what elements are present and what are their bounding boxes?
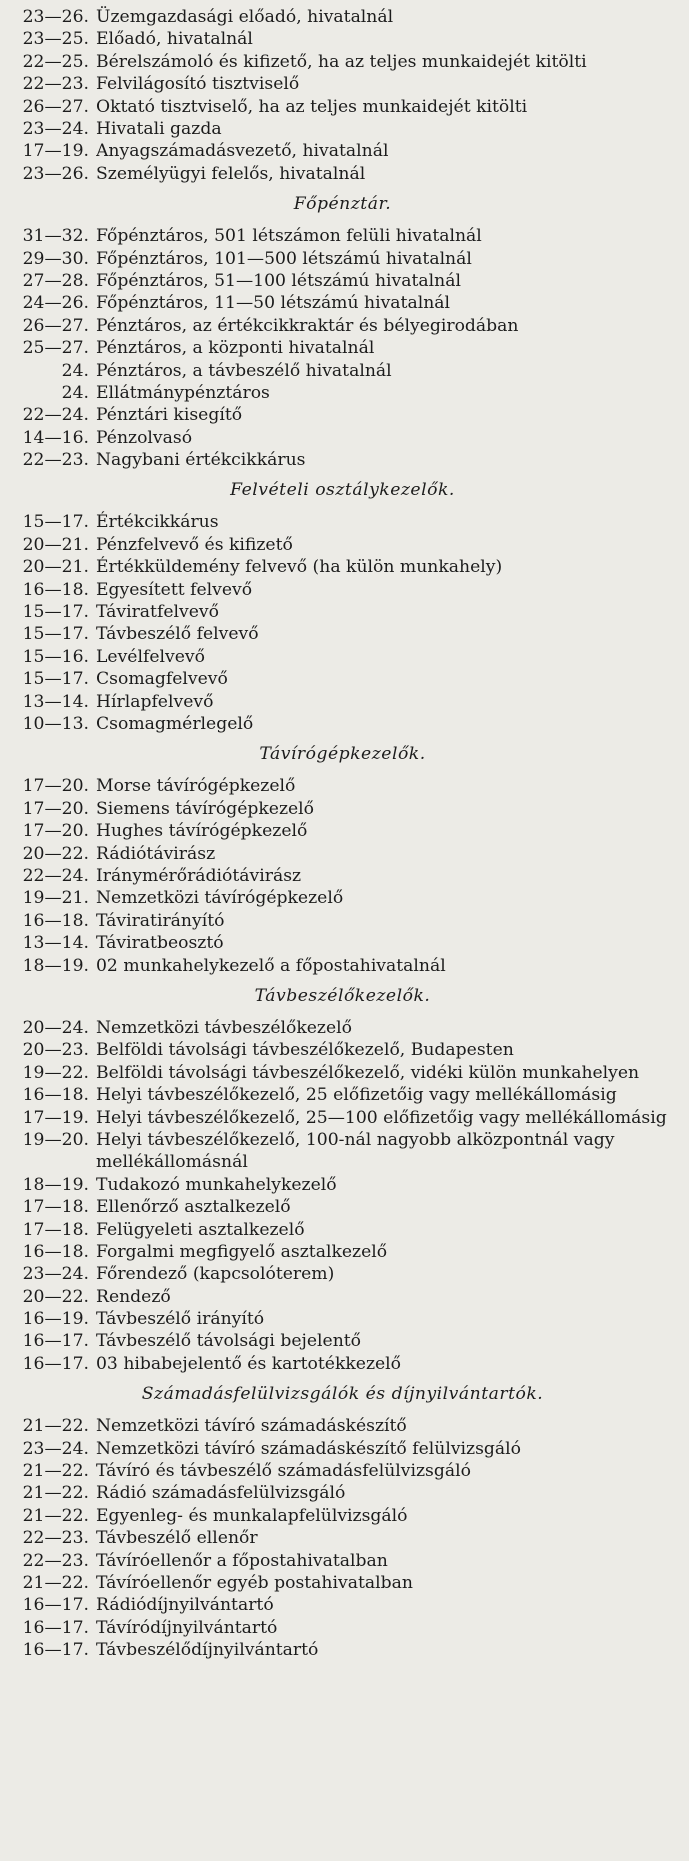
list-item bbox=[4, 910, 681, 932]
position-title: Felvilágosító tisztviselő bbox=[96, 74, 300, 95]
position-title: Ellátmánypénztáros bbox=[96, 382, 270, 403]
pay-grade-range: 16—17. bbox=[22, 1353, 89, 1374]
list-item bbox=[4, 1174, 681, 1196]
pay-grade-range: 22—24. bbox=[22, 405, 89, 426]
position-title: Pénzfelvevő és kifizető bbox=[96, 534, 293, 555]
list-item bbox=[4, 1286, 681, 1308]
position-title: Rádió számadásfelülvizsgáló bbox=[96, 1483, 346, 1504]
pay-grade-range: 18—19. bbox=[22, 955, 89, 976]
list-item bbox=[4, 713, 681, 735]
position-title: Távíróellenőr egyéb postahivatalban bbox=[96, 1572, 413, 1593]
section bbox=[4, 6, 681, 185]
section bbox=[4, 743, 681, 977]
list-item bbox=[4, 1219, 681, 1241]
pay-grade-range: 15—17. bbox=[22, 624, 89, 645]
list-item bbox=[4, 270, 681, 292]
position-title: Táviratfelvevő bbox=[96, 602, 219, 623]
list-item bbox=[4, 887, 681, 909]
pay-grade-range: 29—30. bbox=[22, 248, 89, 269]
pay-grade-range: 15—17. bbox=[22, 512, 89, 533]
position-title: Pénztári kisegítő bbox=[96, 405, 243, 426]
position-title: Csomagmérlegelő bbox=[96, 713, 254, 734]
position-title: Tudakozó munkahelykezelő bbox=[96, 1174, 337, 1195]
pay-grade-range: 22—23. bbox=[22, 1528, 89, 1549]
pay-grade-range: 25—27. bbox=[22, 338, 89, 359]
list-item bbox=[4, 118, 681, 140]
position-title: Rádiódíjnyilvántartó bbox=[96, 1595, 274, 1616]
pay-grade-range: 17—19. bbox=[22, 1107, 89, 1128]
pay-grade-range: 26—27. bbox=[22, 96, 89, 117]
list-item bbox=[4, 1039, 681, 1061]
pay-grade-range: 16—19. bbox=[22, 1309, 89, 1330]
position-title: Főpénztáros, 51—100 létszámú hivatalnál bbox=[96, 270, 461, 291]
position-title: Hivatali gazda bbox=[96, 118, 222, 139]
position-title: Helyi távbeszélőkezelő, 25 előfizetőig vagy mellékállomásig bbox=[96, 1085, 617, 1106]
position-title: Belföldi távolsági távbeszélőkezelő, Budapesten bbox=[96, 1040, 514, 1061]
list-item bbox=[4, 382, 681, 404]
list-item bbox=[4, 140, 681, 162]
list-item bbox=[4, 1438, 681, 1460]
pay-grade-range: 20—24. bbox=[22, 1017, 89, 1038]
position-title: Anyagszámadásvezető, hivatalnál bbox=[96, 141, 389, 162]
list-item bbox=[4, 932, 681, 954]
list-item bbox=[4, 798, 681, 820]
position-title: Távbeszélő irányító bbox=[96, 1309, 265, 1330]
pay-grade-range: 16—18. bbox=[22, 1085, 89, 1106]
list-item bbox=[4, 292, 681, 314]
list-item bbox=[4, 1460, 681, 1482]
pay-grade-range: 17—18. bbox=[22, 1197, 89, 1218]
list-item bbox=[4, 1594, 681, 1616]
position-title: Távbeszélődíjnyilvántartó bbox=[96, 1640, 319, 1661]
position-title: Morse távírógépkezelő bbox=[96, 776, 296, 797]
list-item bbox=[4, 691, 681, 713]
pay-grade-range: 21—22. bbox=[22, 1416, 89, 1437]
position-title: Pénzolvasó bbox=[96, 427, 193, 448]
pay-grade-range: 22—23. bbox=[22, 450, 89, 471]
pay-grade-range: 20—21. bbox=[22, 534, 89, 555]
pay-grade-range: 10—13. bbox=[22, 713, 89, 734]
position-title: Egyesített felvevő bbox=[96, 579, 253, 600]
pay-grade-range: 22—24. bbox=[22, 865, 89, 886]
list-item bbox=[4, 820, 681, 842]
position-title: Nagybani értékcikkárus bbox=[96, 450, 306, 471]
pay-grade-range: 16—18. bbox=[22, 910, 89, 931]
position-title: Távbeszélő felvevő bbox=[96, 624, 259, 645]
list-item bbox=[4, 955, 681, 977]
list-item bbox=[4, 1639, 681, 1661]
pay-grade-range: 19—22. bbox=[22, 1062, 89, 1083]
list-item bbox=[4, 843, 681, 865]
pay-grade-range: 27—28. bbox=[22, 270, 89, 291]
list-item bbox=[4, 28, 681, 50]
list-item bbox=[4, 51, 681, 73]
section-heading: Távírógépkezelők. bbox=[259, 744, 426, 765]
list-item bbox=[4, 556, 681, 578]
position-title: Főpénztáros, 101—500 létszámú hivatalnál bbox=[96, 248, 472, 269]
list-item bbox=[4, 534, 681, 556]
pay-grade-range: 21—22. bbox=[22, 1483, 89, 1504]
list-item bbox=[4, 1129, 681, 1174]
list-item bbox=[4, 775, 681, 797]
list-item bbox=[4, 646, 681, 668]
position-title: Főrendező (kapcsolóterem) bbox=[96, 1264, 335, 1285]
pay-grade-range: 20—22. bbox=[22, 843, 89, 864]
list-item bbox=[4, 1572, 681, 1594]
section bbox=[4, 479, 681, 735]
pay-grade-range: 22—23. bbox=[22, 1550, 89, 1571]
position-title: Forgalmi megfigyelő asztalkezelő bbox=[96, 1241, 388, 1262]
position-title: Főpénztáros, 501 létszámon felüli hivatalnál bbox=[96, 226, 482, 247]
list-item bbox=[4, 1617, 681, 1639]
list-item bbox=[4, 1241, 681, 1263]
pay-grade-range: 16—17. bbox=[22, 1617, 89, 1638]
pay-grade-range: 17—20. bbox=[22, 798, 89, 819]
pay-grade-range: 19—21. bbox=[22, 888, 89, 909]
pay-grade-range: 23—25. bbox=[22, 29, 89, 50]
position-title: Táviratbeosztó bbox=[96, 933, 224, 954]
pay-grade-range: 21—22. bbox=[22, 1505, 89, 1526]
section-heading: Távbeszélőkezelők. bbox=[254, 985, 431, 1006]
list-item bbox=[4, 601, 681, 623]
pay-grade-range: 24. bbox=[61, 360, 89, 381]
pay-grade-range: 24. bbox=[61, 382, 89, 403]
section bbox=[4, 985, 681, 1375]
list-item bbox=[4, 1550, 681, 1572]
position-title: Helyi távbeszélőkezelő, 100-nál nagyobb alközpontnál vagy mellékállomásnál bbox=[96, 1129, 615, 1173]
list-item bbox=[4, 163, 681, 185]
section-heading: Felvételi osztálykezelők. bbox=[230, 480, 455, 501]
list-item bbox=[4, 1330, 681, 1352]
list-item bbox=[4, 623, 681, 645]
position-title: Nemzetközi távíró számadáskészítő felülvizsgáló bbox=[96, 1438, 521, 1459]
pay-grade-range: 18—19. bbox=[22, 1174, 89, 1195]
list-item bbox=[4, 404, 681, 426]
pay-grade-range: 15—17. bbox=[22, 669, 89, 690]
list-item bbox=[4, 360, 681, 382]
position-title: Főpénztáros, 11—50 létszámú hivatalnál bbox=[96, 293, 451, 314]
position-title: Távíró és távbeszélő számadásfelülvizsgáló bbox=[96, 1461, 471, 1482]
position-title: Egyenleg- és munkalapfelülvizsgáló bbox=[96, 1505, 408, 1526]
position-title: Oktató tisztviselő, ha az teljes munkaidejét kitölti bbox=[96, 96, 528, 117]
list-item bbox=[4, 1017, 681, 1039]
pay-grade-range: 22—23. bbox=[22, 74, 89, 95]
pay-grade-range: 16—18. bbox=[22, 579, 89, 600]
position-title: Előadó, hivatalnál bbox=[96, 29, 253, 50]
pay-grade-range: 23—24. bbox=[22, 1438, 89, 1459]
pay-grade-range: 26—27. bbox=[22, 315, 89, 336]
position-title: Távbeszélő ellenőr bbox=[96, 1528, 258, 1549]
list-item bbox=[4, 1084, 681, 1106]
list-item bbox=[4, 427, 681, 449]
section-heading: Főpénztár. bbox=[293, 194, 392, 215]
pay-grade-range: 13—14. bbox=[22, 691, 89, 712]
list-item bbox=[4, 315, 681, 337]
position-title: Táviratirányító bbox=[96, 910, 225, 931]
position-title: Hughes távírógépkezelő bbox=[96, 821, 308, 842]
list-item bbox=[4, 1107, 681, 1129]
position-title: Nemzetközi távbeszélőkezelő bbox=[96, 1017, 353, 1038]
position-title: Belföldi távolsági távbeszélőkezelő, vidéki külön munkahelyen bbox=[96, 1062, 640, 1083]
position-title: Pénztáros, az értékcikkraktár és bélyegirodában bbox=[96, 315, 519, 336]
pay-grade-range: 16—18. bbox=[22, 1241, 89, 1262]
position-title: Távbeszélő távolsági bejelentő bbox=[96, 1331, 362, 1352]
position-title: 02 munkahelykezelő a főpostahivatalnál bbox=[96, 955, 446, 976]
list-item bbox=[4, 1263, 681, 1285]
position-title: Pénztáros, a központi hivatalnál bbox=[96, 338, 375, 359]
pay-grade-range: 14—16. bbox=[22, 427, 89, 448]
pay-grade-range: 20—22. bbox=[22, 1286, 89, 1307]
section bbox=[4, 193, 681, 471]
position-title: Rádiótávirász bbox=[96, 843, 216, 864]
position-title: Felügyeleti asztalkezelő bbox=[96, 1219, 305, 1240]
position-title: Rendező bbox=[96, 1286, 171, 1307]
pay-grade-range: 21—22. bbox=[22, 1572, 89, 1593]
list-item bbox=[4, 337, 681, 359]
list-item bbox=[4, 1415, 681, 1437]
position-title: Bérelszámoló és kifizető, ha az teljes munkaidejét kitölti bbox=[96, 51, 587, 72]
position-title: Távíródíjnyilvántartó bbox=[96, 1617, 278, 1638]
list-item bbox=[4, 865, 681, 887]
pay-grade-range: 23—26. bbox=[22, 7, 89, 27]
pay-grade-range: 15—17. bbox=[22, 602, 89, 623]
position-title: Nemzetközi távíró számadáskészítő bbox=[96, 1416, 407, 1437]
pay-grade-range: 22—25. bbox=[22, 51, 89, 72]
pay-grade-range: 31—32. bbox=[22, 226, 89, 247]
position-title: Üzemgazdasági előadó, hivatalnál bbox=[96, 7, 394, 27]
position-title: Csomagfelvevő bbox=[96, 669, 228, 690]
section-heading: Számadásfelülvizsgálók és díjnyilvántartók. bbox=[141, 1384, 544, 1405]
list-item bbox=[4, 1308, 681, 1330]
list-item bbox=[4, 96, 681, 118]
pay-grade-range: 23—24. bbox=[22, 1264, 89, 1285]
pay-grade-range: 23—26. bbox=[22, 163, 89, 184]
list-item bbox=[4, 1505, 681, 1527]
position-title: 03 hibabejelentő és kartotékkezelő bbox=[96, 1353, 402, 1374]
list-item bbox=[4, 511, 681, 533]
position-title: Pénztáros, a távbeszélő hivatalnál bbox=[96, 360, 392, 381]
list-item bbox=[4, 225, 681, 247]
position-title: Ellenőrző asztalkezelő bbox=[96, 1197, 291, 1218]
section bbox=[4, 1383, 681, 1661]
position-title: Levélfelvevő bbox=[96, 646, 205, 667]
pay-grade-range: 17—18. bbox=[22, 1219, 89, 1240]
position-title: Értékcikkárus bbox=[96, 512, 219, 533]
position-title: Személyügyi felelős, hivatalnál bbox=[96, 163, 366, 184]
pay-grade-range: 16—17. bbox=[22, 1331, 89, 1352]
pay-grade-range: 17—20. bbox=[22, 821, 89, 842]
pay-grade-range: 16—17. bbox=[22, 1595, 89, 1616]
position-title: Távíróellenőr a főpostahivatalban bbox=[96, 1550, 388, 1571]
pay-grade-range: 19—20. bbox=[22, 1129, 89, 1150]
position-title: Hírlapfelvevő bbox=[96, 691, 214, 712]
list-item bbox=[4, 1062, 681, 1084]
pay-grade-range: 17—20. bbox=[22, 776, 89, 797]
pay-grade-range: 24—26. bbox=[22, 293, 89, 314]
list-item bbox=[4, 579, 681, 601]
position-title: Helyi távbeszélőkezelő, 25—100 előfizetőig vagy mellékállomásig bbox=[96, 1107, 667, 1128]
pay-grade-range: 23—24. bbox=[22, 118, 89, 139]
position-title: Siemens távírógépkezelő bbox=[96, 798, 315, 819]
list-item bbox=[4, 1196, 681, 1218]
list-item bbox=[4, 1353, 681, 1375]
position-title: Értékküldemény felvevő (ha külön munkahely) bbox=[96, 557, 503, 578]
pay-grade-range: 21—22. bbox=[22, 1461, 89, 1482]
pay-grade-range: 13—14. bbox=[22, 933, 89, 954]
pay-grade-range: 20—21. bbox=[22, 557, 89, 578]
list-item bbox=[4, 6, 681, 28]
list-item bbox=[4, 248, 681, 270]
pay-grade-range: 17—19. bbox=[22, 141, 89, 162]
list-item bbox=[4, 73, 681, 95]
list-item bbox=[4, 449, 681, 471]
list-item bbox=[4, 1482, 681, 1504]
position-title: Iránymérőrádiótávirász bbox=[96, 865, 302, 886]
pay-grade-range: 20—23. bbox=[22, 1040, 89, 1061]
position-title: Nemzetközi távírógépkezelő bbox=[96, 888, 344, 909]
pay-grade-range: 16—17. bbox=[22, 1640, 89, 1661]
list-item bbox=[4, 668, 681, 690]
list-item bbox=[4, 1527, 681, 1549]
pay-grade-range: 15—16. bbox=[22, 646, 89, 667]
